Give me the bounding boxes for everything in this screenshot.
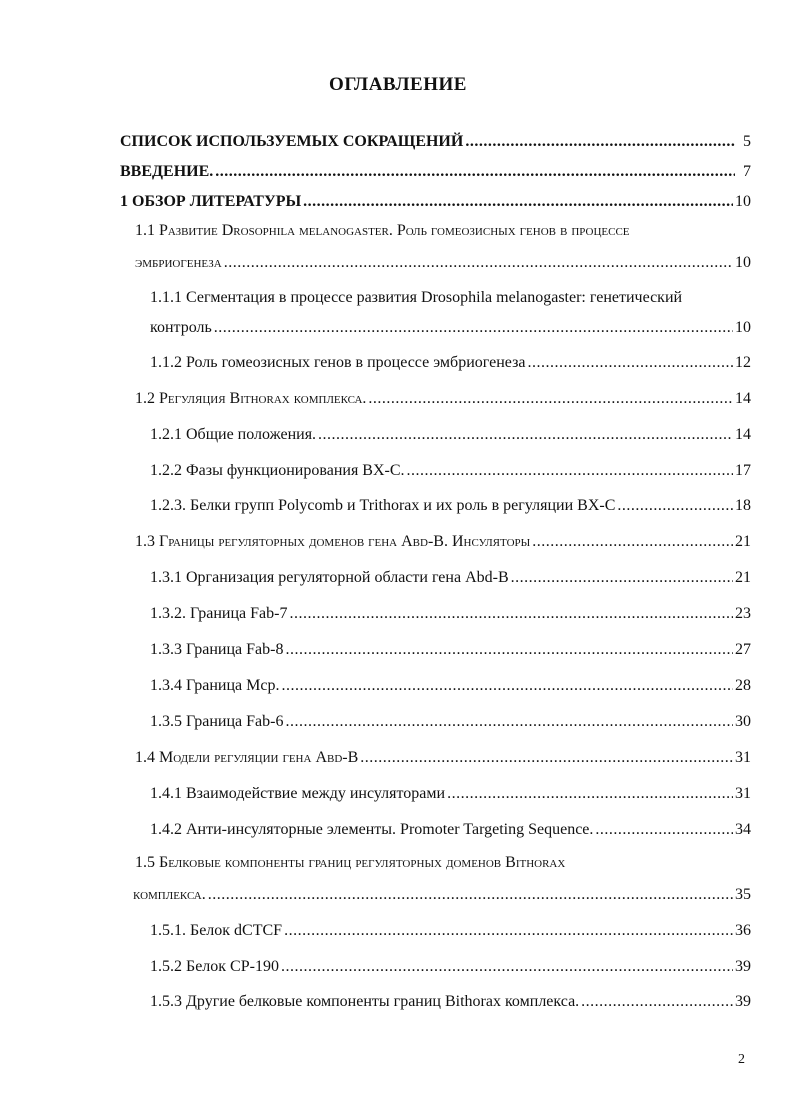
toc-entry-text: 1.3.3 Граница Fab-8 xyxy=(150,641,284,658)
toc-page-number: 35 xyxy=(735,886,751,903)
toc-page-number: 23 xyxy=(735,605,751,622)
toc-leader-dots xyxy=(303,193,733,211)
toc-entry-1-1[interactable] xyxy=(135,254,751,272)
toc-entry-1-4-1[interactable] xyxy=(150,785,751,803)
toc-leader-dots xyxy=(447,785,733,803)
toc-entry-text: эмбриогенеза xyxy=(135,254,222,271)
toc-leader-dots xyxy=(284,922,733,940)
toc-entry-text: 1.5.3 Другие белковые компоненты границ Bithorax комплекса. xyxy=(150,993,580,1010)
toc-entry-1-5-1[interactable] xyxy=(150,922,751,940)
toc-leader-dots xyxy=(215,163,735,181)
toc-page-number: 30 xyxy=(735,713,751,730)
toc-entry-1-3-2[interactable] xyxy=(150,605,751,623)
toc-page-number: 34 xyxy=(735,821,751,838)
toc-page-number: 36 xyxy=(735,922,751,939)
toc-entry-abbreviations[interactable] xyxy=(120,133,751,151)
toc-leader-dots xyxy=(532,533,733,551)
toc-entry-text: СПИСОК ИСПОЛЬЗУЕМЫХ СОКРАЩЕНИЙ xyxy=(120,133,464,150)
toc-page-number: 10 xyxy=(735,193,751,210)
toc-leader-dots xyxy=(281,958,733,976)
toc-entry-text: 1.3.5 Граница Fab-6 xyxy=(150,713,284,730)
toc-entry-1-5-line1[interactable]: 1.5 Белковые компоненты границ регуляторных доменов Bithorax xyxy=(135,854,566,871)
toc-leader-dots xyxy=(360,749,733,767)
toc-entry-text: комплекса. xyxy=(133,886,206,903)
toc-entry-text: 1.1.2 Роль гомеозисных генов в процессе эмбриогенеза xyxy=(150,354,526,371)
toc-entry-1-1-2[interactable] xyxy=(150,354,751,372)
toc-entry-text: 1.2 Регуляция Bithorax комплекса. xyxy=(135,390,367,407)
toc-entry-1-1-1[interactable] xyxy=(150,319,751,337)
toc-page-number: 10 xyxy=(735,254,751,271)
toc-entry-text: 1 ОБЗОР ЛИТЕРАТУРЫ xyxy=(120,193,302,210)
toc-entry-1-5[interactable] xyxy=(133,886,751,904)
toc-entry-1-3-1[interactable] xyxy=(150,569,751,587)
toc-entry-1-2-2[interactable] xyxy=(150,462,751,480)
toc-leader-dots xyxy=(285,713,733,731)
toc-entry-1-2[interactable] xyxy=(135,390,751,408)
toc-page-number: 21 xyxy=(735,533,751,550)
toc-entry-1-3-5[interactable] xyxy=(150,713,751,731)
toc-page-number: 17 xyxy=(735,462,751,479)
toc-page-number: 14 xyxy=(735,390,751,407)
toc-entry-1-3-4[interactable] xyxy=(150,677,751,695)
toc-entry-text: 1.3.2. Граница Fab-7 xyxy=(150,605,288,622)
toc-page-number: 5 xyxy=(743,133,751,150)
toc-leader-dots xyxy=(581,993,733,1011)
toc-leader-dots xyxy=(318,426,733,444)
toc-page-number: 14 xyxy=(735,426,751,443)
toc-entry-text: 1.3.4 Граница Mcp. xyxy=(150,677,280,694)
toc-page-number: 39 xyxy=(735,958,751,975)
toc-leader-dots xyxy=(214,319,733,337)
toc-entry-text: 1.4 Модели регуляции гена Abd-B xyxy=(135,749,359,766)
toc-leader-dots xyxy=(617,497,733,515)
toc-leader-dots xyxy=(285,641,733,659)
toc-page-number: 27 xyxy=(735,641,751,658)
toc-entry-introduction[interactable] xyxy=(120,163,751,181)
toc-entry-text: 1.4.2 Анти-инсуляторные элементы. Promoter Targeting Sequence. xyxy=(150,821,594,838)
toc-page-number: 28 xyxy=(735,677,751,694)
toc-entry-1-3[interactable] xyxy=(135,533,751,551)
toc-entry-1-1-1-line1[interactable]: 1.1.1 Сегментация в процессе развития Drosophila melanogaster: генетический xyxy=(150,289,683,306)
toc-leader-dots xyxy=(208,886,733,904)
toc-entry-text: ВВЕДЕНИЕ. xyxy=(120,163,214,180)
toc-page-number: 18 xyxy=(735,497,751,514)
toc-entry-1-2-3[interactable] xyxy=(150,497,751,515)
toc-entry-text: 1.3.1 Организация регуляторной области гена Abd-B xyxy=(150,569,509,586)
toc-entry-text: 1.2.2 Фазы функционирования BX-C. xyxy=(150,462,405,479)
page-number: 2 xyxy=(738,1052,745,1067)
toc-leader-dots xyxy=(224,254,733,272)
toc-leader-dots xyxy=(595,821,733,839)
toc-entry-text: 1.5.1. Белок dCTCF xyxy=(150,922,283,939)
toc-page-number: 7 xyxy=(743,163,751,180)
toc-leader-dots xyxy=(465,133,735,151)
toc-entry-1-2-1[interactable] xyxy=(150,426,751,444)
toc-entry-literature-review[interactable] xyxy=(120,193,751,211)
toc-page-number: 12 xyxy=(735,354,751,371)
toc-entry-text: 1.3 Границы регуляторных доменов гена Abd-B. Инсуляторы xyxy=(135,533,531,550)
toc-page-number: 10 xyxy=(735,319,751,336)
toc-page-number: 39 xyxy=(735,993,751,1010)
page-title: ОГЛАВЛЕНИЕ xyxy=(329,74,467,95)
toc-leader-dots xyxy=(281,677,733,695)
toc-entry-text: 1.2.1 Общие положения. xyxy=(150,426,317,443)
toc-entry-text: 1.5.2 Белок CP-190 xyxy=(150,958,279,975)
toc-leader-dots xyxy=(511,569,733,587)
toc-leader-dots xyxy=(368,390,733,408)
toc-leader-dots xyxy=(289,605,733,623)
toc-entry-text: 1.2.3. Белки групп Polycomb и Trithorax и их роль в регуляции BX-C xyxy=(150,497,616,514)
toc-entry-1-5-3[interactable] xyxy=(150,993,751,1011)
toc-entry-1-5-2[interactable] xyxy=(150,958,751,976)
toc-page-number: 31 xyxy=(735,749,751,766)
toc-leader-dots xyxy=(407,462,733,480)
toc-page-number: 31 xyxy=(735,785,751,802)
toc-leader-dots xyxy=(528,354,734,372)
toc-entry-text: 1.4.1 Взаимодействие между инсуляторами xyxy=(150,785,446,802)
toc-entry-text: контроль xyxy=(150,319,212,336)
toc-page-number: 21 xyxy=(735,569,751,586)
toc-entry-1-4-2[interactable] xyxy=(150,821,751,839)
toc-entry-1-3-3[interactable] xyxy=(150,641,751,659)
toc-entry-1-4[interactable] xyxy=(135,749,751,767)
toc-entry-1-1-line1[interactable]: 1.1 Развитие Drosophila melanogaster. Роль гомеозисных генов в процессе xyxy=(135,222,630,239)
